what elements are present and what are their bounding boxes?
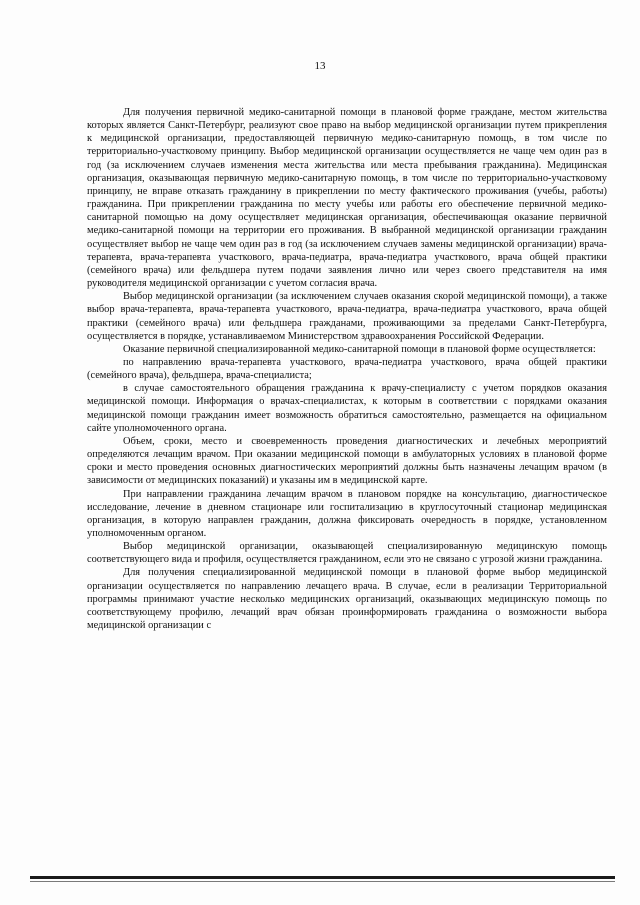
paragraph-5: в случае самостоятельного обращения гражданина к врачу-специалисту с учетом порядков оказания медицинской помощи. Информация о врачах-специалистах, к которым в соответствии с порядками оказания медицинской помощи гражданин имеет возможность обратиться самостоятельно, размещается на официальном сайте уполномоченного органа.: [87, 383, 607, 434]
page-number: 13: [314, 60, 326, 72]
paragraph-7: При направлении гражданина лечащим врачом в плановом порядке на консультацию, диагностическое исследование, лечение в дневном стационаре или госпитализацию в круглосуточный стационар медицинская организация, в которую направлен гражданин, должна фиксировать очередность в порядке, установленном уполномоченным органом.: [87, 488, 607, 539]
paragraph-8: Выбор медицинской организации, оказывающей специализированную медицинскую помощь соответствующего вида и профиля, осуществляется гражданином, если это не связано с угрозой жизни гражданина.: [87, 541, 607, 566]
paragraph-3: Оказание первичной специализированной медико-санитарной помощи в плановой форме осуществляется:: [123, 343, 596, 355]
bottom-scan-edge-line: [30, 876, 615, 879]
bottom-scan-edge-shadow: [30, 881, 615, 882]
paragraph-9: Для получения специализированной медицинской помощи в плановой форме выбор медицинской организации осуществляется по направлению лечащего врача. В случае, если в реализации Территориальной программы принимают участие несколько медицинских организаций, оказывающих медицинскую помощь по соответствующему профилю, лечащий врач обязан проинформировать гражданина о возможности выбора медицинской организации с: [87, 567, 607, 632]
paragraph-2: Выбор медицинской организации (за исключением случаев оказания скорой медицинской помощи), а также выбор врача-терапевта, врача-терапевта участкового, врача-педиатра, врача-педиатра участкового, врача общей практики (семейного врача) или фельдшера гражданами, проживающими за пределами Санкт-Петербурга, осуществляется в порядке, устанавливаемом Министерством здравоохранения Российской Федерации.: [87, 291, 607, 342]
paragraph-4: по направлению врача-терапевта участкового, врача-педиатра участкового, врача общей практики (семейного врача), фельдшера, врача-специалиста;: [87, 356, 607, 382]
paragraph-1: Для получения первичной медико-санитарной помощи в плановой форме граждане, местом жительства которых является Санкт-Петербург, реализуют свое право на выбор медицинской организации путем прикрепления к медицинской организации, предоставляющей первичную медико-санитарную помощь, в том числе по территориально-участковому принципу. Выбор медицинской организации осуществляется не чаще чем один раз в год (за исключением случаев изменения места жительства или места пребывания гражданина). Медицинская организация, оказывающая первичную медико-санитарную помощь, в том числе по территориально-участковому принципу, не вправе отказать гражданину в прикреплении по месту фактического проживания (учебы, работы) гражданина. При прикреплении гражданина по месту учебы или работы его обеспечение первичной медико-санитарной помощью на дому осуществляет медицинская организация, обеспечивающая оказание первичной медико-санитарной помощи на территории его проживания. В выбранной медицинской организации гражданин осуществляет выбор не чаще чем один раз в год (за исключением случаев замены медицинской организации) врача-терапевта, врача-терапевта участкового, врача-педиатра, врача-педиатра участкового, врача общей практики (семейного врача) или фельдшера путем подачи заявления лично или через своего представителя на имя руководителя медицинской организации с учетом согласия врача.: [87, 107, 607, 290]
paragraph-6: Объем, сроки, место и своевременность проведения диагностических и лечебных мероприятий определяются лечащим врачом. При оказании медицинской помощи в амбулаторных условиях в плановой форме сроки и место проведения основных диагностических мероприятий должны быть назначены лечащим врачом (в зависимости от медицинских показаний) и указаны им в медицинской карте.: [87, 435, 607, 487]
body-text: [87, 106, 607, 632]
